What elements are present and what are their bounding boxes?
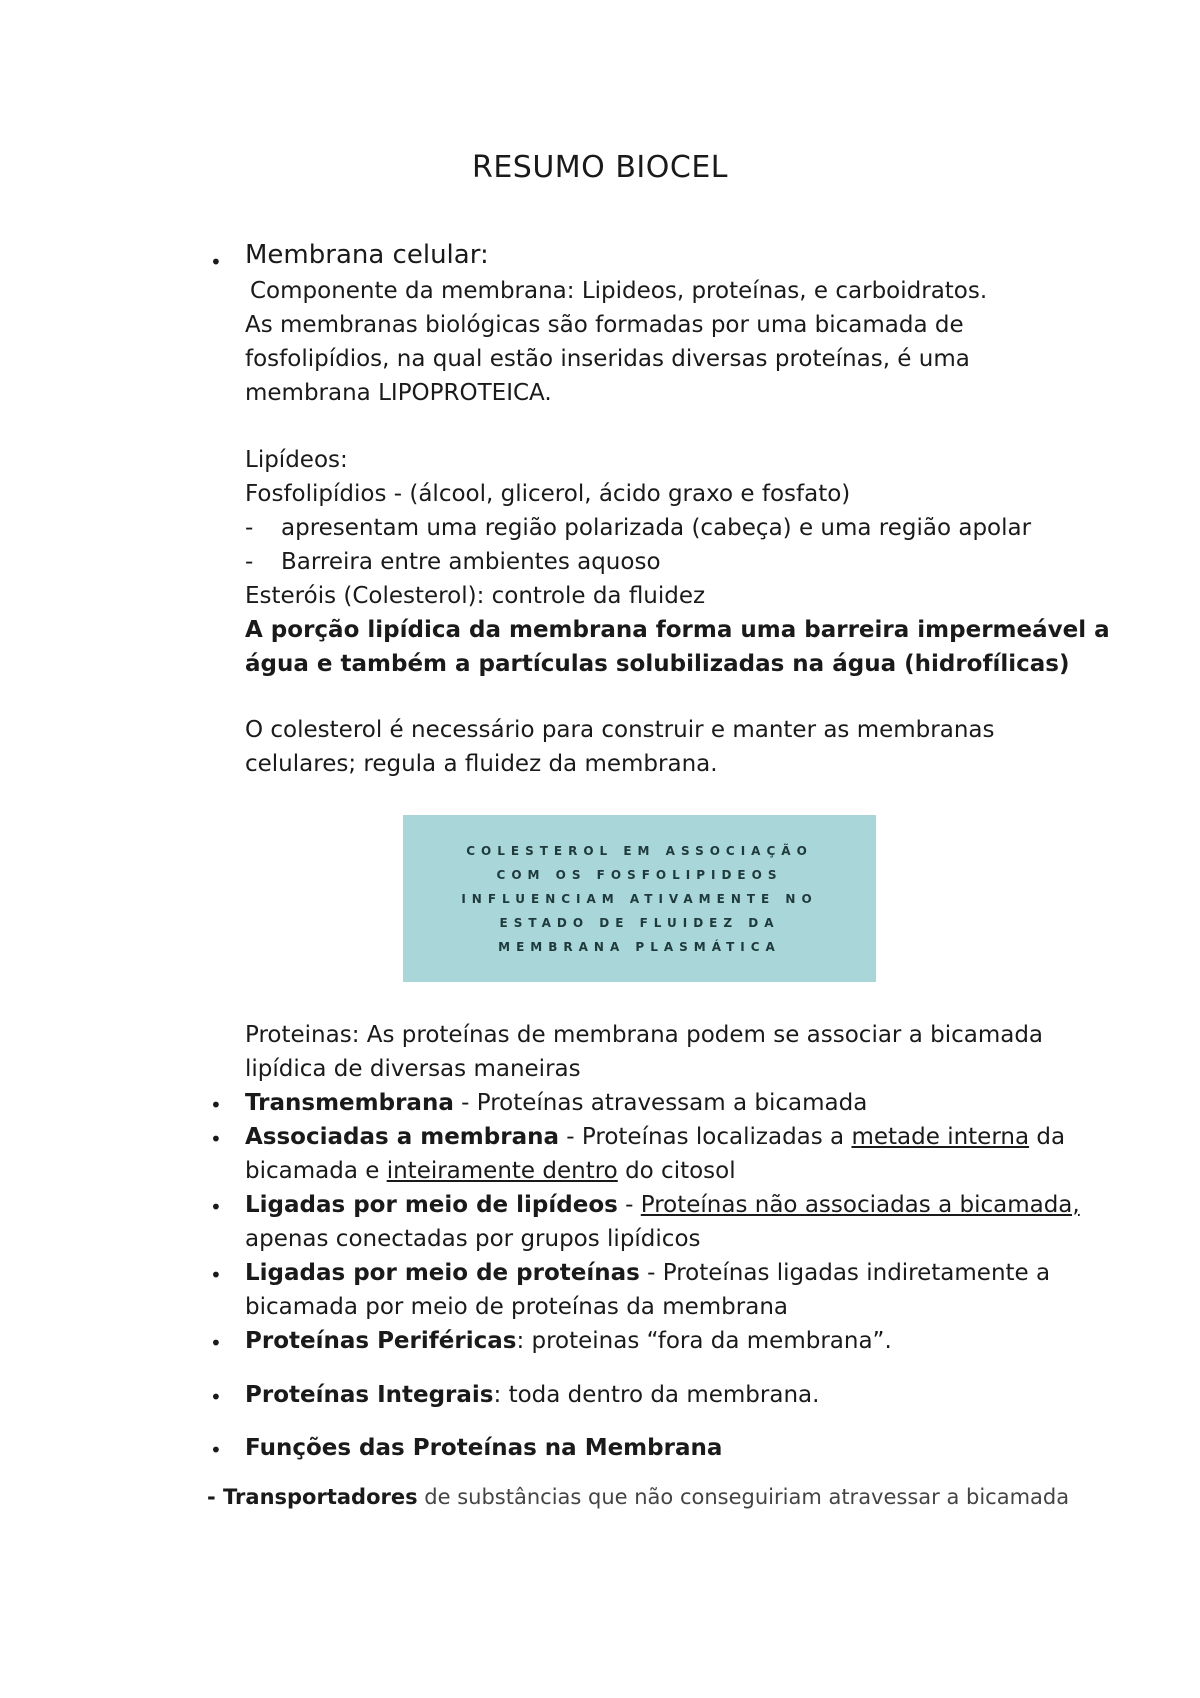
list-item-text: proteinas “fora da membrana”. <box>531 1328 892 1354</box>
bullet-icon: • <box>210 250 222 274</box>
list-item-term: Proteínas Integrais <box>245 1382 494 1408</box>
esterois-line: Esteróis (Colesterol): controle da fluidez <box>245 583 706 609</box>
bullet-icon: • <box>210 1195 222 1219</box>
dash-item: - apresentam uma região polarizada (cabeça) e uma região apolar <box>245 515 1032 541</box>
colesterol-line: celulares; regula a fluidez da membrana. <box>245 751 718 777</box>
list-item <box>245 1120 1066 1154</box>
bold-statement-line: A porção lipídica da membrana forma uma barreira impermeável a <box>245 617 1110 643</box>
page-title: RESUMO BIOCEL <box>472 150 728 185</box>
callout-text: COLESTEROL EM ASSOCIAÇÃO COM OS FOSFOLIPIDEOS INFLUENCIAM ATIVAMENTE NO ESTADO DE FLUIDEZ DA MEMBRANA PLASMÁTICA <box>461 843 818 954</box>
para-line: fosfolipídios, na qual estão inseridas diversas proteínas, é uma <box>245 346 970 372</box>
transportadores-term: - Transportadores <box>207 1485 418 1509</box>
list-item-term: Associadas a membrana <box>245 1124 559 1150</box>
separator: - <box>639 1260 663 1286</box>
list-item <box>245 1256 1051 1290</box>
transportadores-line <box>207 1480 1069 1514</box>
list-item-text: Proteínas ligadas indiretamente a <box>662 1260 1051 1286</box>
list-item-heading: Funções das Proteínas na Membrana <box>245 1435 723 1461</box>
list-item-term: Transmembrana <box>245 1090 454 1116</box>
list-item-text: toda dentro da membrana. <box>508 1382 820 1408</box>
colesterol-line: O colesterol é necessário para construir e manter as membranas <box>245 717 995 743</box>
list-item <box>245 1086 1045 1120</box>
proteinas-intro-line: Proteinas: As proteínas de membrana podem se associar a bicamada <box>245 1022 1044 1048</box>
dash-item-text: Barreira entre ambientes aquoso <box>281 549 661 575</box>
separator: - <box>453 1090 477 1116</box>
list-item-continuation <box>245 1154 1045 1188</box>
list-item-text: do citosol <box>617 1158 736 1184</box>
bullet-icon: • <box>210 1385 222 1409</box>
underlined-text: metade interna <box>851 1124 1030 1150</box>
fosfolipidios-line: Fosfolipídios - (álcool, glicerol, ácido graxo e fosfato) <box>245 481 851 507</box>
proteinas-intro-line: lipídica de diversas maneiras <box>245 1056 581 1082</box>
list-item-term: Ligadas por meio de lipídeos <box>245 1192 618 1218</box>
list-item-text: da <box>1029 1124 1066 1150</box>
list-item-continuation: apenas conectadas por grupos lipídicos <box>245 1226 701 1252</box>
separator: - <box>558 1124 582 1150</box>
bullet-icon: • <box>210 1331 222 1355</box>
list-item-continuation: bicamada por meio de proteínas da membrana <box>245 1294 788 1320</box>
list-item <box>245 1378 1045 1412</box>
para-line: membrana LIPOPROTEICA. <box>245 380 552 406</box>
section-heading: Membrana celular: <box>245 240 489 270</box>
list-item-text: Proteínas atravessam a bicamada <box>476 1090 868 1116</box>
list-item-text: bicamada e <box>245 1158 387 1184</box>
bullet-icon: • <box>210 1127 222 1151</box>
separator: : <box>493 1382 509 1408</box>
separator: : <box>516 1328 532 1354</box>
bullet-icon: • <box>210 1093 222 1117</box>
list-item <box>245 1324 1045 1358</box>
bullet-icon: • <box>210 1263 222 1287</box>
bold-statement-line: água e também a partículas solubilizadas na água (hidrofílicas) <box>245 651 1070 677</box>
transportadores-text: de substâncias que não conseguiriam atravessar a bicamada <box>417 1485 1070 1509</box>
dash-item-text: apresentam uma região polarizada (cabeça) e uma região apolar <box>281 515 1032 541</box>
para-line: As membranas biológicas são formadas por uma bicamada de <box>245 312 964 338</box>
separator: - <box>617 1192 641 1218</box>
colesterol-callout-box <box>403 815 876 982</box>
list-item-term: Ligadas por meio de proteínas <box>245 1260 640 1286</box>
underlined-text: Proteínas não associadas a bicamada, <box>640 1192 1080 1218</box>
lipideos-label: Lipídeos: <box>245 447 348 473</box>
underlined-text: inteiramente dentro <box>386 1158 618 1184</box>
list-item <box>245 1188 1080 1222</box>
components-line: Componente da membrana: Lipideos, proteínas, e carboidratos. <box>250 278 988 304</box>
list-item-text: Proteínas localizadas a <box>581 1124 852 1150</box>
dash-item: - Barreira entre ambientes aquoso <box>245 549 661 575</box>
list-item-term: Proteínas Periféricas <box>245 1328 517 1354</box>
bullet-icon: • <box>210 1438 222 1462</box>
